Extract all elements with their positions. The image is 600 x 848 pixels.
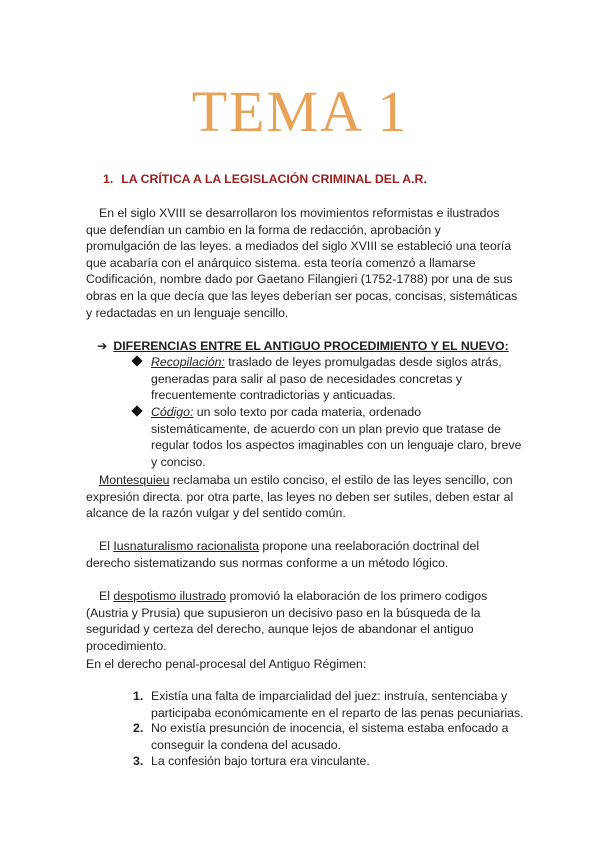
list-number: 3. <box>133 754 144 768</box>
diamond-bullet-icon <box>131 405 142 416</box>
iusnaturalismo-paragraph <box>86 538 518 571</box>
montesquieu-paragraph <box>86 472 518 522</box>
list-item-text: Existía una falta de imparcialidad del juez: instruía, sentenciaba y participaba económicamente en el reparto de las penas pecuniarias. <box>151 689 524 720</box>
montesquieu-term: Montesquieu <box>99 473 170 487</box>
iusnaturalismo-prefix: El <box>99 539 114 553</box>
definition-codigo: un solo texto por cada materia, ordenado sistemáticamente, de acuerdo con un plan previo que tratase de regular todos los aspectos imaginables con un lenguaje claro, breve y conciso. <box>151 405 522 469</box>
list-item-text <box>151 354 523 404</box>
intro-text: En el siglo XVIII se desarrollaron los movimientos reformistas e ilustrados que defendían un cambio en la forma de redacción, aprobación y promulgación de las leyes. a mediados del siglo XVIII se estableció una teoría que acabaría con el anárquico sistema. esta teoría comenzó a llamarse Codificación, nombre dado por Gaetano Filangieri (1752-1788) por una de sus obras en la que decía que las leyes deberían ser pocas, concisas, sistemáticas y redactadas en un lenguaje sencillo. <box>86 206 518 320</box>
section-number: 1. <box>103 172 114 186</box>
despotismo-text: promovió la elaboración de los primero codigos (Austria y Prusia) que supusieron un decisivo paso en la búsqueda de la seguridad y certeza del derecho, aunque lejos de abandonar el antiguo procedimiento. <box>86 589 488 653</box>
list-number: 1. <box>133 689 144 703</box>
section-heading <box>103 172 427 186</box>
iusnaturalismo-term: Iusnaturalismo racionalista <box>113 539 259 553</box>
intro-paragraph <box>86 205 518 321</box>
term-recopilacion: Recopilación: <box>151 355 225 369</box>
list-item-text: La confesión bajo tortura era vinculante. <box>151 754 370 768</box>
differences-heading <box>97 339 509 353</box>
list-item-text: No existía presunción de inocencia, el sistema estaba enfocado a conseguir la condena del acusado. <box>151 721 509 752</box>
section-heading-text: LA CRÍTICA A LA LEGISLACIÓN CRIMINAL DEL A.R. <box>121 172 427 186</box>
term-codigo: Código: <box>151 405 194 419</box>
differences-heading-text: DIFERENCIAS ENTRE EL ANTIGUO PROCEDIMIENTO Y EL NUEVO: <box>113 339 509 353</box>
page-title: TEMA 1 <box>191 79 409 144</box>
iusnaturalismo-text: propone una reelaboración doctrinal del derecho sistematizando sus normas conforme a un método lógico. <box>86 539 480 570</box>
despotismo-paragraph <box>86 588 518 654</box>
list-item-text <box>151 404 523 470</box>
right-arrow-icon: ➔ <box>97 339 108 353</box>
despotismo-term: despotismo ilustrado <box>113 589 227 603</box>
despotismo-prefix: El <box>99 589 114 603</box>
montesquieu-text: reclamaba un estilo conciso, el estilo de las leyes sencillo, con expresión directa. por otra parte, las leyes no deben ser sutiles, deben estar al alcance de la razón vulgar y del sentido común. <box>86 473 514 521</box>
diamond-bullet-icon <box>131 355 142 366</box>
penal-intro: En el derecho penal-procesal del Antiguo Régimen: <box>86 657 367 671</box>
definition-recopilacion: traslado de leyes promulgadas desde siglos atrás, generadas para salir al paso de necesidades concretas y frecuentemente contradictorias y anticuadas. <box>151 355 502 403</box>
list-number: 2. <box>133 721 144 735</box>
